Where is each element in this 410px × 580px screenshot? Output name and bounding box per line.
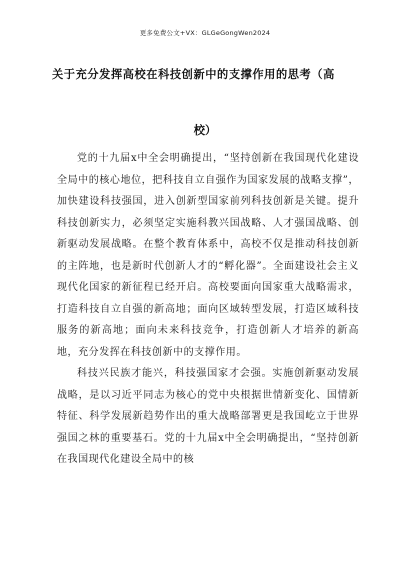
document-title-continuation: 校） bbox=[193, 124, 217, 137]
header-note: 更多免费公文+VX：GLGeGongWen2024 bbox=[139, 29, 271, 37]
document-body bbox=[57, 148, 359, 471]
document-title: 关于充分发挥高校在科技创新中的支撑作用的思考（高 bbox=[52, 68, 335, 81]
paragraph: 党的十九届x中全会明确提出，“坚持创新在我国现代化建设全局中的核心地位，把科技自立自强作为国家发展的战略支撑”，加快建设科技强国，进入创新型国家前列科技创新是关键。提升科技创新实力，必须坚定实施科教兴国战略、人才强国战略、创新驱动发展战略。在整个教育体系中，高校不仅是推动科技创新的主阵地，也是新时代创新人才的“孵化器”。全面建设社会主义现代化国家的新征程已经开启。高校要面向国家重大战略需求，打造科技自立自强的新高地；面向区域转型发展，打造区域科技服务的新高地；面向未来科技竞争，打造创新人才培养的新高地，充分发挥在科技创新中的支撑作用。 bbox=[57, 153, 359, 358]
paragraph: 科技兴民族才能兴，科技强国家才会强。实施创新驱动发展战略，是以习近平同志为核心的党中央根据世情新变化、国情新特征、科学发展新趋势作出的重大战略部署更是我国屹立于世界强国之林的重要基石。党的十九届x中全会明确提出，“坚持创新在我国现代化建设全局中的核 bbox=[57, 368, 359, 465]
